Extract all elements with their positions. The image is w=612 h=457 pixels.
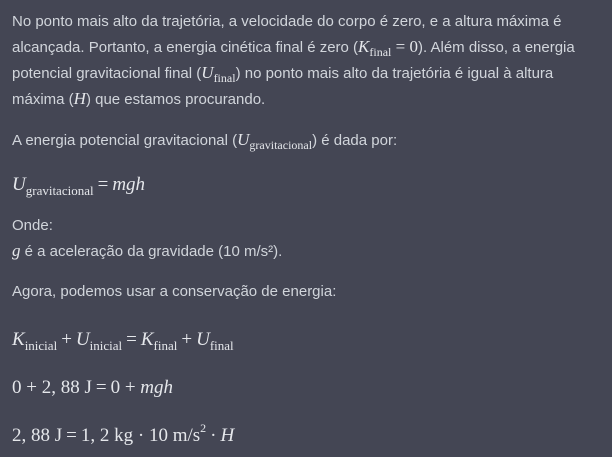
paragraph-potential-energy [12,127,600,153]
paragraph-explanation [12,9,600,112]
text-segment: A energia potencial gravitacional ( [12,132,238,149]
eq-var-U: U [12,174,26,195]
math-eq-zero-text: = 0 [395,37,418,56]
math-sub-final: final [369,45,392,59]
equation-values [12,422,600,450]
eq-sub-final: final [153,338,178,353]
eq-sup-squared: 2 [200,421,207,435]
text-segment: No ponto mais alto da trajetória, a velocidade do corpo é zero, e a altura máxima é alcançada. Portanto, a energia cinética final é zero ( [12,13,562,56]
eq-sub-final: final [209,338,234,353]
eq-var-U: U [75,329,90,350]
eq-dot: · [210,425,217,446]
eq-equals: = [66,425,77,446]
eq-var-U: U [196,329,210,350]
eq-var-K: K [12,329,25,350]
eq-lhs: 2, 88 J [12,425,63,446]
eq-plus: + [61,329,72,350]
eq-sub-inicial: inicial [89,338,123,353]
eq-equals: = [95,377,107,398]
eq-var-H: H [220,425,235,446]
math-sub-final: final [213,71,236,85]
eq-sub-gravitacional: gravitacional [25,183,94,198]
math-var-K: K [358,37,370,56]
paragraph-onde [12,213,600,264]
text-segment: é a aceleração da gravidade (10 m/s²). [20,243,283,260]
eq-sub-inicial: inicial [24,338,58,353]
eq-equals: = [97,174,109,195]
eq-plus: + [181,329,193,350]
text-segment: ) é dada por: [312,132,398,149]
math-var-U: U [237,130,250,149]
eq-rhs: 1, 2 kg · 10 m/s [80,425,201,446]
eq-rhs-mgh: mgh [112,174,146,195]
equation-substitution [12,374,600,402]
text-segment: ). Além disso, a energia potencial gravitacional final ( [12,39,575,82]
eq-rhs-mgh: mgh [140,377,174,398]
math-sub-gravitacional: gravitacional [249,138,313,152]
text-segment: ) no ponto mais alto da trajetória é igual à altura máxima ( [12,65,554,108]
onde-label: Onde: [12,217,53,234]
text-segment: ) que estamos procurando. [85,91,266,108]
eq-equals: = [126,329,137,350]
eq-rhs-num: 0 + [110,377,136,398]
math-var-U: U [201,63,214,82]
eq-var-K: K [140,329,154,350]
equation-potential-energy [12,171,600,199]
equation-conservation [12,326,600,354]
math-var-g: g [12,241,21,260]
eq-lhs: 0 + 2, 88 J [12,377,92,398]
paragraph-conservation: Agora, podemos usar a conservação de energia: [12,283,337,300]
math-var-H: H [73,89,86,108]
math-eq-zero [391,37,418,56]
